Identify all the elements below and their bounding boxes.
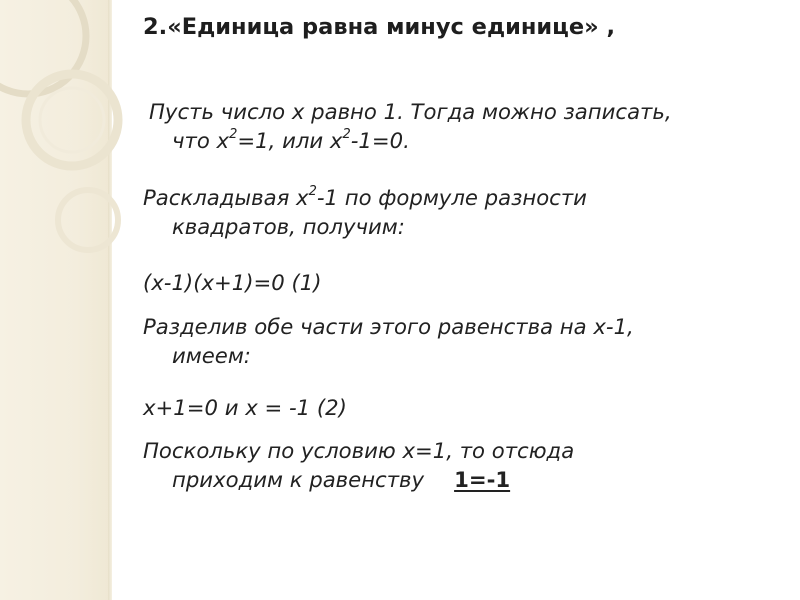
paragraph-6-line-1: Поскольку по условию х=1, то отсюда bbox=[143, 438, 575, 463]
paragraph-4 bbox=[143, 312, 634, 370]
p2-superscript: 2 bbox=[308, 183, 317, 199]
medium-ring-inner bbox=[40, 88, 104, 152]
paragraph-4-line-2: имеем: bbox=[172, 343, 251, 368]
slide-title: 2.«Единица равна минус единице» , bbox=[143, 14, 616, 40]
conclusion-result: 1=-1 bbox=[454, 467, 511, 492]
paragraph-6-line-2 bbox=[143, 465, 574, 494]
decorative-rings bbox=[0, 0, 160, 600]
equation-1: (х-1)(х+1)=0 (1) bbox=[143, 270, 322, 295]
paragraph-2 bbox=[143, 183, 587, 241]
paragraph-1-line-2 bbox=[143, 126, 672, 155]
paragraph-2-line-1 bbox=[143, 185, 587, 210]
p1-text-c: -1=0. bbox=[350, 128, 410, 153]
paragraph-4-line-1: Разделив обе части этого равенства на х-1, bbox=[143, 314, 634, 339]
equation-2: х+1=0 и х = -1 (2) bbox=[143, 395, 347, 420]
small-ring bbox=[58, 190, 118, 250]
paragraph-2-line-2: квадратов, получим: bbox=[172, 214, 405, 239]
p2-text-a: Раскладывая х bbox=[143, 185, 309, 210]
paragraph-6 bbox=[143, 436, 574, 494]
p1-text-b: =1, или х bbox=[237, 128, 343, 153]
conclusion-text: приходим к равенству bbox=[172, 467, 425, 492]
paragraph-1-line-1: Пусть число х равно 1. Тогда можно записать, bbox=[149, 99, 672, 124]
paragraph-1 bbox=[143, 97, 672, 155]
p1-superscript-2: 2 bbox=[342, 126, 351, 142]
p1-superscript-1: 2 bbox=[229, 126, 238, 142]
p2-text-b: -1 по формуле разности bbox=[316, 185, 587, 210]
p1-text-a: что х bbox=[172, 128, 230, 153]
